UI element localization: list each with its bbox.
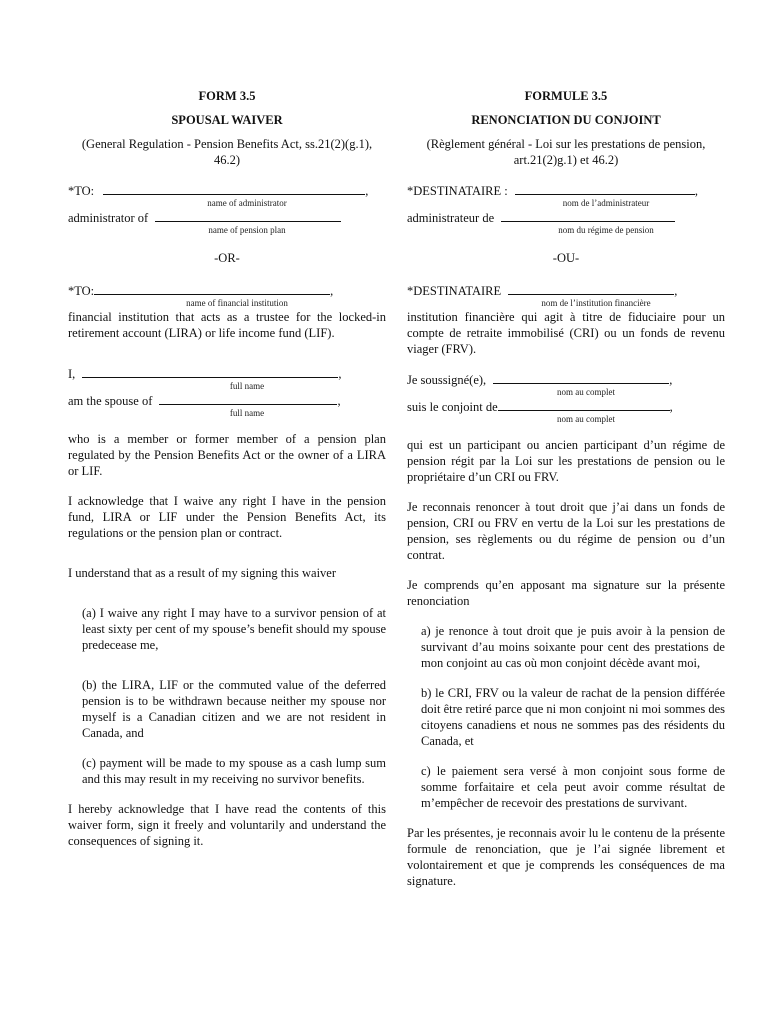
understand-text: I understand that as a result of my signing this waiver	[68, 566, 336, 580]
spouse-name-field-fr[interactable]: suis le conjoint de ,	[407, 400, 673, 414]
item-b-fr: b) le CRI, FRV ou la valeur de rachat de la pension différée doit être retiré parce que ni mon conjoint ni moi sommes des citoyens canadiens et nous ne sommes pas des résidents du Canada, et	[421, 686, 725, 748]
spouse-name-line-fr[interactable]	[498, 398, 670, 411]
to-label-fr: *DESTINATAIRE :	[407, 184, 508, 198]
to-financial-institution-field[interactable]: *TO: ,	[68, 284, 334, 298]
full-name-field[interactable]: I, ,	[68, 367, 342, 381]
administrator-of-label: administrator of	[68, 211, 149, 225]
acknowledge-text-fr: Je reconnais renoncer à tout droit que j’ai dans un fonds de pension, CRI ou FRV en vertu de la Loi sur les prestations de pension, ses règlements ou du régime de pension ou d’un contrat.	[407, 500, 725, 562]
spouse-name-caption-fr: nom au complet	[557, 414, 615, 424]
spouse-name-caption: full name	[229, 408, 265, 418]
full-name-field-fr[interactable]: Je soussigné(e), ,	[407, 373, 673, 387]
administrator-name-line-fr[interactable]	[515, 182, 695, 195]
or-separator-fr: -OU-	[552, 251, 580, 265]
financial-institution-line-fr[interactable]	[508, 282, 674, 295]
pension-plan-line-fr[interactable]	[501, 209, 675, 222]
financial-institution-caption-fr: nom de l’institution financière	[541, 298, 651, 308]
full-name-line[interactable]	[82, 365, 338, 378]
to-label-2-fr: *DESTINATAIRE	[407, 284, 502, 298]
full-name-caption-fr: nom au complet	[557, 387, 615, 397]
to-administrator-field[interactable]: *TO: ,	[68, 184, 369, 198]
item-b: (b) the LIRA, LIF or the commuted value of the deferred pension is to be withdrawn because neither my spouse nor myself is a Canadian citizen and we are not resident in Canada, and	[82, 678, 386, 740]
item-c: (c) payment will be made to my spouse as a cash lump sum and this may result in my receiving no survivor benefits.	[82, 756, 386, 786]
to-financial-institution-field-fr[interactable]: *DESTINATAIRE ,	[407, 284, 678, 298]
regulation-reference: (General Regulation - Pension Benefits Act, ss.21(2)(g.1), 46.2)	[81, 137, 373, 167]
pension-plan-caption-fr: nom du régime de pension	[558, 225, 654, 235]
to-administrator-field-fr[interactable]: *DESTINATAIRE : ,	[407, 184, 698, 198]
full-name-caption: full name	[229, 381, 265, 391]
pension-plan-field-fr[interactable]	[407, 209, 725, 225]
member-text: who is a member or former member of a pension plan regulated by the Pension Benefits Act or the owner of a LIRA or LIF.	[68, 432, 386, 478]
pension-plan-field[interactable]	[68, 209, 386, 225]
understand-text-fr: Je comprends qu’en apposant ma signature sur la présente renonciation	[407, 578, 725, 608]
administrator-of-label-fr: administrateur de	[407, 211, 495, 225]
to-label-2: *TO:	[68, 284, 95, 298]
i-label-fr: Je soussigné(e),	[407, 373, 487, 387]
spouse-of-label: am the spouse of	[68, 394, 153, 408]
item-c-fr: c) le paiement sera versé à mon conjoint sous forme de somme forfaitaire et cela peut avoir comme résultat de m’empêcher de recevoir des prestations de survivant.	[421, 764, 725, 810]
pension-plan-caption: name of pension plan	[208, 225, 286, 235]
financial-institution-text-fr: institution financière qui agit à titre de fiduciaire pour un compte de retraite immobilisé (CRI) ou un fonds de revenu viager (FRV).	[407, 310, 725, 356]
spouse-of-label-fr: suis le conjoint de	[407, 400, 498, 414]
item-a: (a) I waive any right I may have to a survivor pension of at least sixty per cent of my spouse’s benefit should my spouse predecease me,	[82, 606, 386, 652]
administrator-name-caption: name of administrator	[207, 198, 287, 208]
full-name-line-fr[interactable]	[493, 371, 669, 384]
administrator-name-caption-fr: nom de l’administrateur	[562, 198, 650, 208]
spouse-name-field[interactable]: am the spouse of ,	[68, 394, 341, 408]
to-label: *TO:	[68, 184, 95, 198]
administrator-name-line[interactable]	[103, 182, 365, 195]
final-acknowledgement-fr: Par les présentes, je reconnais avoir lu le contenu de la présente formule de renonciation, que je l’ai signée librement et volontairement et que je comprends les conséquences de ma signature.	[407, 826, 725, 888]
french-column	[407, 88, 725, 903]
member-text-fr: qui est un participant ou ancien participant d’un régime de pension régit par la Loi sur les prestations de pension ou le propriétaire d’un CRI ou FRV.	[407, 438, 725, 484]
or-separator: -OR-	[214, 251, 240, 265]
acknowledge-text: I acknowledge that I waive any right I have in the pension fund, LIRA or LIF under the Pension Benefits Act, its regulations or the pension plan or contract.	[68, 494, 386, 540]
financial-institution-text: financial institution that acts as a trustee for the locked-in retirement account (LIRA) or life income fund (LIF).	[68, 310, 386, 340]
spouse-name-line[interactable]	[159, 392, 337, 405]
form-number: FORM 3.5	[198, 89, 256, 103]
financial-institution-caption: name of financial institution	[186, 298, 288, 308]
form-title-fr: RENONCIATION DU CONJOINT	[471, 113, 661, 127]
regulation-reference-fr: (Règlement général - Loi sur les prestations de pension, art.21(2)g.1) et 46.2)	[426, 137, 706, 167]
final-acknowledgement: I hereby acknowledge that I have read the contents of this waiver form, sign it freely and voluntarily and understand the consequences of signing it.	[68, 802, 386, 848]
i-label: I,	[68, 367, 76, 381]
financial-institution-line[interactable]	[94, 282, 330, 295]
english-column	[68, 88, 386, 863]
form-number-fr: FORMULE 3.5	[524, 89, 608, 103]
item-a-fr: a) je renonce à tout droit que je puis avoir à la pension de survivant d’au moins soixante pour cent des prestations de mon conjoint au cas où mon conjoint décède avant moi,	[421, 624, 725, 670]
pension-plan-line[interactable]	[155, 209, 341, 222]
form-title: SPOUSAL WAIVER	[171, 113, 283, 127]
